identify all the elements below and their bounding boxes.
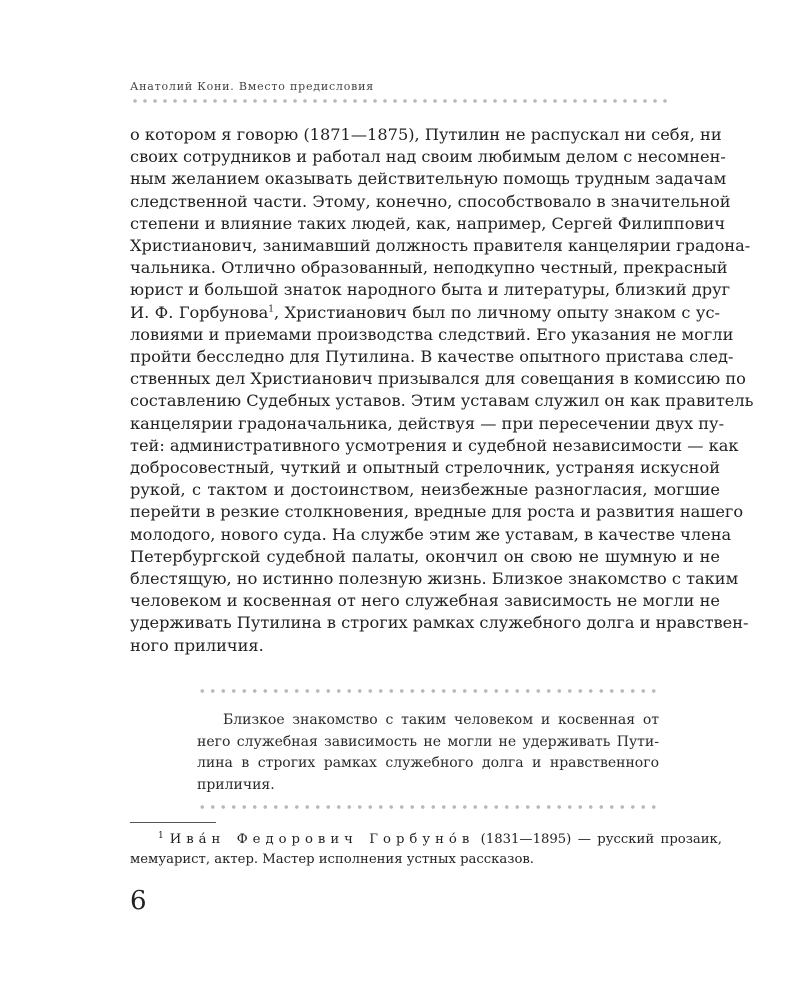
body-line: ного приличия. bbox=[130, 635, 264, 655]
body-line: составлению Судебных уставов. Этим уставам служил он как правитель bbox=[130, 391, 754, 411]
body-line: канцелярии градоначальника, действуя — при пересечении двух пу- bbox=[130, 413, 725, 433]
body-line bbox=[130, 302, 720, 324]
header-dotted-rule bbox=[130, 98, 670, 104]
pull-quote bbox=[197, 710, 659, 796]
body-line: молодого, нового суда. На службе этим же уставам, в качестве члена bbox=[130, 524, 732, 544]
body-line: удерживать Путилина в строгих рамках служебного долга и нравствен- bbox=[130, 613, 749, 633]
footnote-text: (1831—1895) — русский прозаик, bbox=[474, 832, 722, 847]
body-line: рукой, с тактом и достоинством, неизбежные разногласия, могшие bbox=[130, 480, 720, 500]
body-line: юрист и большой знаток народного быта и литературы, близкий друг bbox=[130, 280, 731, 300]
running-head: Анатолий Кони. Вместо предисловия bbox=[130, 80, 375, 93]
body-line: пройти бесследно для Путилина. В качестве опытного пристава след- bbox=[130, 347, 734, 367]
pull-quote-top-rule bbox=[197, 688, 659, 694]
pull-quote-bottom-rule bbox=[197, 804, 659, 810]
body-line: следственной части. Этому, конечно, способствовало в значительной bbox=[130, 191, 731, 211]
body-line: блестящую, но истинно полезную жизнь. Близкое знакомство с таким bbox=[130, 569, 739, 589]
body-line: ным желанием оказывать действительную помощь трудным задачам bbox=[130, 169, 727, 189]
footnote-reference[interactable]: 1 bbox=[268, 304, 274, 315]
footnote bbox=[130, 830, 722, 869]
body-line: своих сотрудников и работал над своим любимым делом с несомнен- bbox=[130, 147, 726, 167]
footnote-number: 1 bbox=[158, 830, 164, 841]
footnote-line bbox=[130, 830, 722, 850]
body-text bbox=[130, 124, 754, 657]
body-line: ственных дел Христианович призывался для совещания в комиссию по bbox=[130, 369, 746, 389]
body-line: перейти в резкие столкновения, вредные для роста и развития нашего bbox=[130, 502, 744, 522]
body-line: человеком и косвенная от него служебная зависимость не могли не bbox=[130, 591, 720, 611]
body-line: добросовестный, чуткий и опытный стрелочник, устраняя искусной bbox=[130, 458, 720, 478]
body-line-part: , Христианович был по личному опыту знаком с ус- bbox=[273, 302, 720, 322]
page-number: 6 bbox=[130, 886, 147, 916]
body-line: Христианович, занимавший должность правителя канцелярии градона- bbox=[130, 236, 751, 256]
pull-quote-line: лина в строгих рамках служебного долга и нравственного bbox=[197, 755, 659, 771]
body-line: о котором я говорю (1871—1875), Путилин не распускал ни себя, ни bbox=[130, 125, 722, 144]
body-line: тей: административного усмотрения и судебной независимости — как bbox=[130, 435, 739, 455]
pull-quote-line: него служебная зависимость не могли не удерживать Пути- bbox=[197, 733, 659, 750]
footnote-separator bbox=[130, 822, 216, 823]
body-line: степени и влияние таких людей, как, например, Сергей Филиппович bbox=[130, 213, 726, 233]
body-line-part: И. Ф. Горбунова bbox=[130, 302, 269, 322]
footnote-line: мемуарист, актер. Мастер исполнения устных рассказов. bbox=[130, 851, 535, 867]
footnote-person-name: Ива́н Федорович Горбуно́в bbox=[169, 832, 475, 847]
body-line: ловиями и приемами производства следствий. Его указания не могли bbox=[130, 324, 734, 344]
body-line: чальника. Отлично образованный, неподкупно честный, прекрасный bbox=[130, 258, 728, 278]
body-line: Петербургской судебной палаты, окончил он свою не шумную и не bbox=[130, 546, 720, 566]
pull-quote-line: приличия. bbox=[197, 776, 275, 793]
pull-quote-line: Близкое знакомство с таким человеком и косвенная от bbox=[223, 712, 659, 728]
